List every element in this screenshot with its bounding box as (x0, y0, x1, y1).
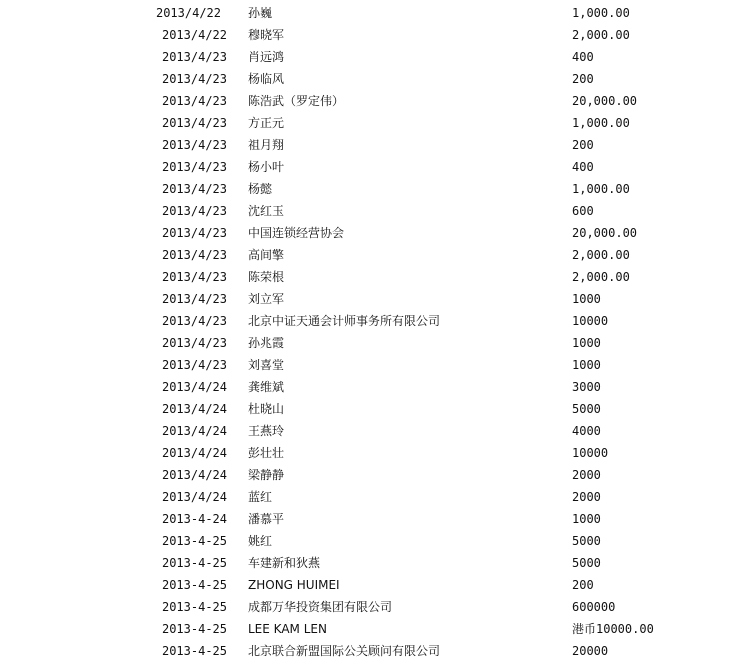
donation-date: 2013/4/24 (161, 424, 227, 438)
donation-date: 2013/4/22 (155, 6, 221, 20)
donation-date: 2013-4-25 (161, 556, 227, 570)
table-row (0, 552, 743, 574)
donation-amount: 10000 (572, 446, 609, 460)
donation-date: 2013/4/24 (161, 402, 227, 416)
table-row (0, 288, 743, 310)
donation-date: 2013/4/24 (161, 468, 227, 482)
table-row (0, 574, 743, 596)
donor-name: ZHONG HUIMEI (248, 578, 340, 592)
donor-name: 成都万华投资集团有限公司 (248, 600, 393, 614)
donation-date: 2013-4-24 (161, 512, 227, 526)
donor-name: 北京中证天通会计师事务所有限公司 (248, 314, 441, 328)
donation-date: 2013/4/22 (161, 28, 227, 42)
donation-amount: 20,000.00 (572, 94, 638, 108)
table-row (0, 24, 743, 46)
table-row (0, 266, 743, 288)
table-row (0, 354, 743, 376)
donation-amount: 5000 (572, 402, 601, 416)
donation-amount: 1000 (572, 336, 601, 350)
donation-date: 2013/4/24 (161, 490, 227, 504)
donation-date: 2013/4/23 (161, 116, 227, 130)
donation-date: 2013/4/23 (161, 358, 227, 372)
donation-amount: 1000 (572, 512, 601, 526)
donation-amount: 20000 (572, 644, 609, 658)
donor-name: LEE KAM LEN (248, 622, 327, 636)
donation-amount: 2,000.00 (572, 270, 630, 284)
table-row (0, 46, 743, 68)
table-row (0, 508, 743, 530)
donation-amount: 1,000.00 (572, 116, 630, 130)
table-row (0, 332, 743, 354)
donation-amount: 5000 (572, 534, 601, 548)
donation-amount: 400 (572, 160, 594, 174)
table-row (0, 640, 743, 662)
donor-name: 龚维斌 (248, 380, 285, 394)
donation-date: 2013/4/23 (161, 72, 227, 86)
donor-name: 杜晓山 (248, 402, 285, 416)
donation-amount: 200 (572, 138, 594, 152)
table-row (0, 68, 743, 90)
donation-date: 2013/4/23 (161, 292, 227, 306)
table-row (0, 134, 743, 156)
donor-name: 陈荣根 (248, 270, 285, 284)
donation-date: 2013/4/23 (161, 50, 227, 64)
donor-name: 姚红 (248, 534, 273, 548)
donation-amount: 200 (572, 72, 594, 86)
table-row (0, 398, 743, 420)
donation-amount: 5000 (572, 556, 601, 570)
donation-amount: 1,000.00 (572, 6, 630, 20)
donor-name: 肖远鸿 (248, 50, 285, 64)
donation-amount: 1000 (572, 292, 601, 306)
donation-amount: 400 (572, 50, 594, 64)
table-row (0, 420, 743, 442)
donation-date: 2013-4-25 (161, 578, 227, 592)
table-row (0, 596, 743, 618)
donor-name: 刘立军 (248, 292, 285, 306)
table-row (0, 442, 743, 464)
donation-amount: 1000 (572, 358, 601, 372)
table-row (0, 156, 743, 178)
donor-name: 杨懿 (248, 182, 273, 196)
donation-date: 2013-4-25 (161, 622, 227, 636)
donation-date: 2013/4/23 (161, 336, 227, 350)
donation-date: 2013/4/23 (161, 226, 227, 240)
donation-date: 2013/4/23 (161, 182, 227, 196)
donor-name: 蓝红 (248, 490, 273, 504)
donor-name: 沈红玉 (248, 204, 285, 218)
donor-name: 北京联合新盟国际公关顾问有限公司 (248, 644, 441, 658)
donor-name: 孙巍 (248, 6, 273, 20)
donor-name: 车建新和狄燕 (248, 556, 321, 570)
table-row (0, 90, 743, 112)
donation-amount: 200 (572, 578, 594, 592)
donation-amount: 1,000.00 (572, 182, 630, 196)
donor-name: 陈浩武（罗定伟） (248, 94, 345, 108)
donation-amount: 2,000.00 (572, 248, 630, 262)
donation-date: 2013/4/23 (161, 314, 227, 328)
table-row (0, 376, 743, 398)
donation-amount: 2000 (572, 468, 601, 482)
donor-name: 王燕玲 (248, 424, 285, 438)
donation-amount: 3000 (572, 380, 601, 394)
donor-name: 杨小叶 (248, 160, 285, 174)
donation-date: 2013/4/23 (161, 94, 227, 108)
donation-date: 2013/4/23 (161, 204, 227, 218)
donor-name: 刘喜堂 (248, 358, 285, 372)
table-row (0, 112, 743, 134)
donation-amount: 2000 (572, 490, 601, 504)
donor-name: 中国连锁经营协会 (248, 226, 345, 240)
donation-date: 2013/4/23 (161, 248, 227, 262)
donor-name: 孙兆霞 (248, 336, 285, 350)
table-row (0, 222, 743, 244)
donation-date: 2013/4/23 (161, 138, 227, 152)
table-row (0, 486, 743, 508)
donation-date: 2013/4/23 (161, 270, 227, 284)
donation-amount: 4000 (572, 424, 601, 438)
donor-name: 梁静静 (248, 468, 285, 482)
donation-date: 2013/4/23 (161, 160, 227, 174)
table-row (0, 200, 743, 222)
donation-date: 2013/4/24 (161, 380, 227, 394)
donation-amount: 600 (572, 204, 594, 218)
donation-amount: 20,000.00 (572, 226, 638, 240)
donor-name: 穆晓军 (248, 28, 285, 42)
table-row (0, 244, 743, 266)
donation-amount: 10000 (572, 314, 609, 328)
donation-date: 2013-4-25 (161, 600, 227, 614)
table-row (0, 464, 743, 486)
donation-date: 2013/4/24 (161, 446, 227, 460)
table-row (0, 2, 743, 24)
donation-date: 2013-4-25 (161, 644, 227, 658)
donation-amount: 600000 (572, 600, 616, 614)
donor-name: 高间擎 (248, 248, 285, 262)
donor-name: 彭壮壮 (248, 446, 285, 460)
donation-amount: 港币10000.00 (572, 622, 654, 636)
donation-amount: 2,000.00 (572, 28, 630, 42)
donor-name: 方正元 (248, 116, 285, 130)
table-row (0, 618, 743, 640)
donor-name: 杨临风 (248, 72, 285, 86)
donor-name: 祖月翔 (248, 138, 285, 152)
donor-name: 潘慕平 (248, 512, 285, 526)
table-row (0, 310, 743, 332)
table-row (0, 530, 743, 552)
donation-list (0, 2, 743, 662)
table-row (0, 178, 743, 200)
donation-date: 2013-4-25 (161, 534, 227, 548)
